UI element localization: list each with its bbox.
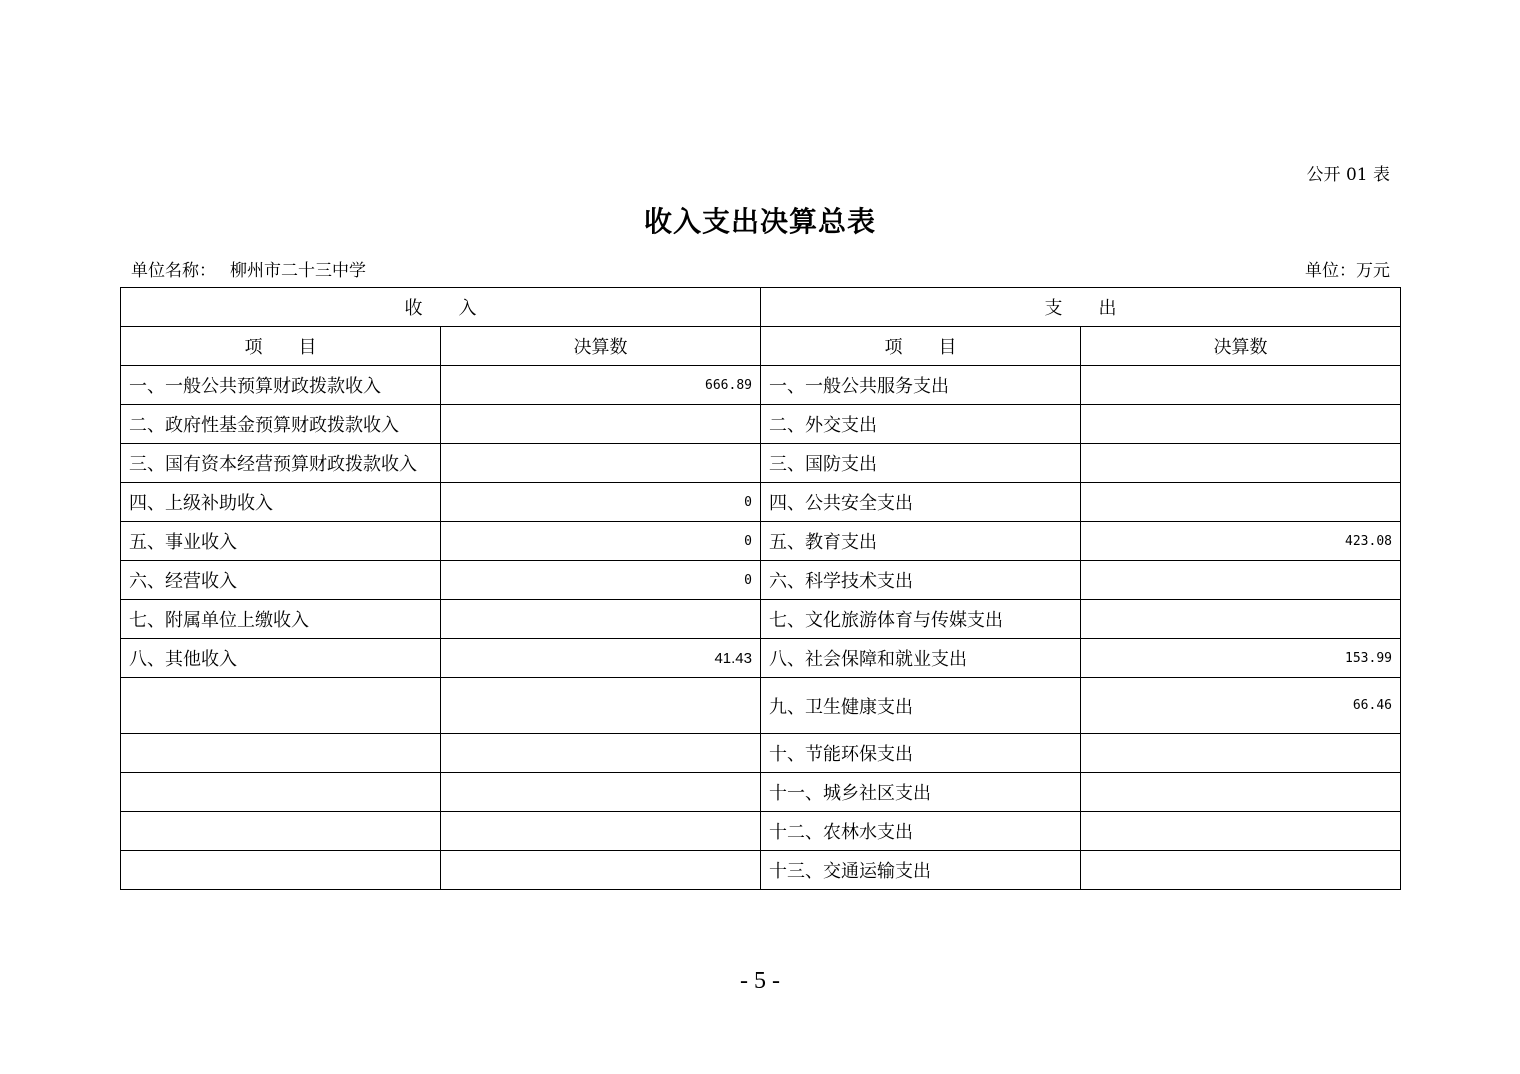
- page-number: - 5 -: [740, 968, 780, 994]
- income-item-cell: [121, 812, 441, 851]
- table-row: [121, 773, 1401, 812]
- expense-amount-cell: 423.08: [1081, 522, 1401, 561]
- form-number: 公开 01 表: [1306, 165, 1390, 185]
- table-row: [121, 600, 1401, 639]
- income-item-cell: [121, 851, 441, 890]
- expense-amount-cell: [1081, 773, 1401, 812]
- income-item-header: 项 目: [121, 327, 441, 366]
- expense-amount-cell: [1081, 600, 1401, 639]
- expense-amount-cell: [1081, 366, 1401, 405]
- income-item-cell: 六、经营收入: [121, 561, 441, 600]
- income-amount-cell: 666.89: [441, 366, 761, 405]
- income-expense-table: [120, 287, 1401, 890]
- table-row: [121, 851, 1401, 890]
- expense-amount-cell: [1081, 812, 1401, 851]
- page-title: 收入支出决算总表: [643, 205, 876, 238]
- income-item-cell: 三、国有资本经营预算财政拨款收入: [121, 444, 441, 483]
- table-row: [121, 522, 1401, 561]
- income-item-cell: 四、上级补助收入: [121, 483, 441, 522]
- table-row: [121, 483, 1401, 522]
- expense-item-cell: 二、外交支出: [761, 405, 1081, 444]
- income-section-header: 收 入: [121, 288, 761, 327]
- expense-amount-cell: [1081, 561, 1401, 600]
- income-item-cell: 一、一般公共预算财政拨款收入: [121, 366, 441, 405]
- expense-item-header: 项 目: [761, 327, 1081, 366]
- table-row: [121, 639, 1401, 678]
- unit-label: 单位名称：: [131, 261, 216, 281]
- expense-amount-cell: [1081, 483, 1401, 522]
- table-row: [121, 812, 1401, 851]
- income-amount-cell: [441, 600, 761, 639]
- expense-amount-cell: [1081, 444, 1401, 483]
- income-amount-cell: 41.43: [441, 639, 761, 678]
- income-item-cell: 二、政府性基金预算财政拨款收入: [121, 405, 441, 444]
- table-row: [121, 405, 1401, 444]
- income-amount-cell: 0: [441, 561, 761, 600]
- expense-item-cell: 十一、城乡社区支出: [761, 773, 1081, 812]
- expense-amount-cell: [1081, 734, 1401, 773]
- expense-item-cell: 五、教育支出: [761, 522, 1081, 561]
- expense-item-cell: 十、节能环保支出: [761, 734, 1081, 773]
- expense-item-cell: 七、文化旅游体育与传媒支出: [761, 600, 1081, 639]
- income-amount-cell: [441, 444, 761, 483]
- table-row: [121, 444, 1401, 483]
- expense-item-cell: 十三、交通运输支出: [761, 851, 1081, 890]
- income-amount-cell: 0: [441, 522, 761, 561]
- income-amount-cell: [441, 812, 761, 851]
- expense-amount-header: 决算数: [1081, 327, 1401, 366]
- expense-item-cell: 九、卫生健康支出: [761, 678, 1081, 734]
- income-amount-cell: [441, 678, 761, 734]
- income-amount-header: 决算数: [441, 327, 761, 366]
- expense-item-cell: 一、一般公共服务支出: [761, 366, 1081, 405]
- expense-item-cell: 十二、农林水支出: [761, 812, 1081, 851]
- table-row: [121, 734, 1401, 773]
- income-item-cell: [121, 678, 441, 734]
- unit-name: 柳州市二十三中学: [230, 261, 366, 281]
- expense-amount-cell: [1081, 851, 1401, 890]
- income-amount-cell: 0: [441, 483, 761, 522]
- currency-unit: 单位：万元: [1305, 261, 1390, 281]
- table-row: [121, 366, 1401, 405]
- income-item-cell: 七、附属单位上缴收入: [121, 600, 441, 639]
- income-amount-cell: [441, 773, 761, 812]
- expense-section-header: 支 出: [761, 288, 1401, 327]
- income-amount-cell: [441, 405, 761, 444]
- expense-amount-cell: 153.99: [1081, 639, 1401, 678]
- income-amount-cell: [441, 851, 761, 890]
- income-item-cell: 八、其他收入: [121, 639, 441, 678]
- income-item-cell: [121, 773, 441, 812]
- income-item-cell: [121, 734, 441, 773]
- expense-item-cell: 六、科学技术支出: [761, 561, 1081, 600]
- income-amount-cell: [441, 734, 761, 773]
- column-header-row: [121, 327, 1401, 366]
- income-item-cell: 五、事业收入: [121, 522, 441, 561]
- expense-amount-cell: 66.46: [1081, 678, 1401, 734]
- expense-amount-cell: [1081, 405, 1401, 444]
- expense-item-cell: 四、公共安全支出: [761, 483, 1081, 522]
- table-row: [121, 561, 1401, 600]
- expense-item-cell: 三、国防支出: [761, 444, 1081, 483]
- table-row: [121, 678, 1401, 734]
- section-header-row: [121, 288, 1401, 327]
- unit-info: [131, 256, 366, 281]
- expense-item-cell: 八、社会保障和就业支出: [761, 639, 1081, 678]
